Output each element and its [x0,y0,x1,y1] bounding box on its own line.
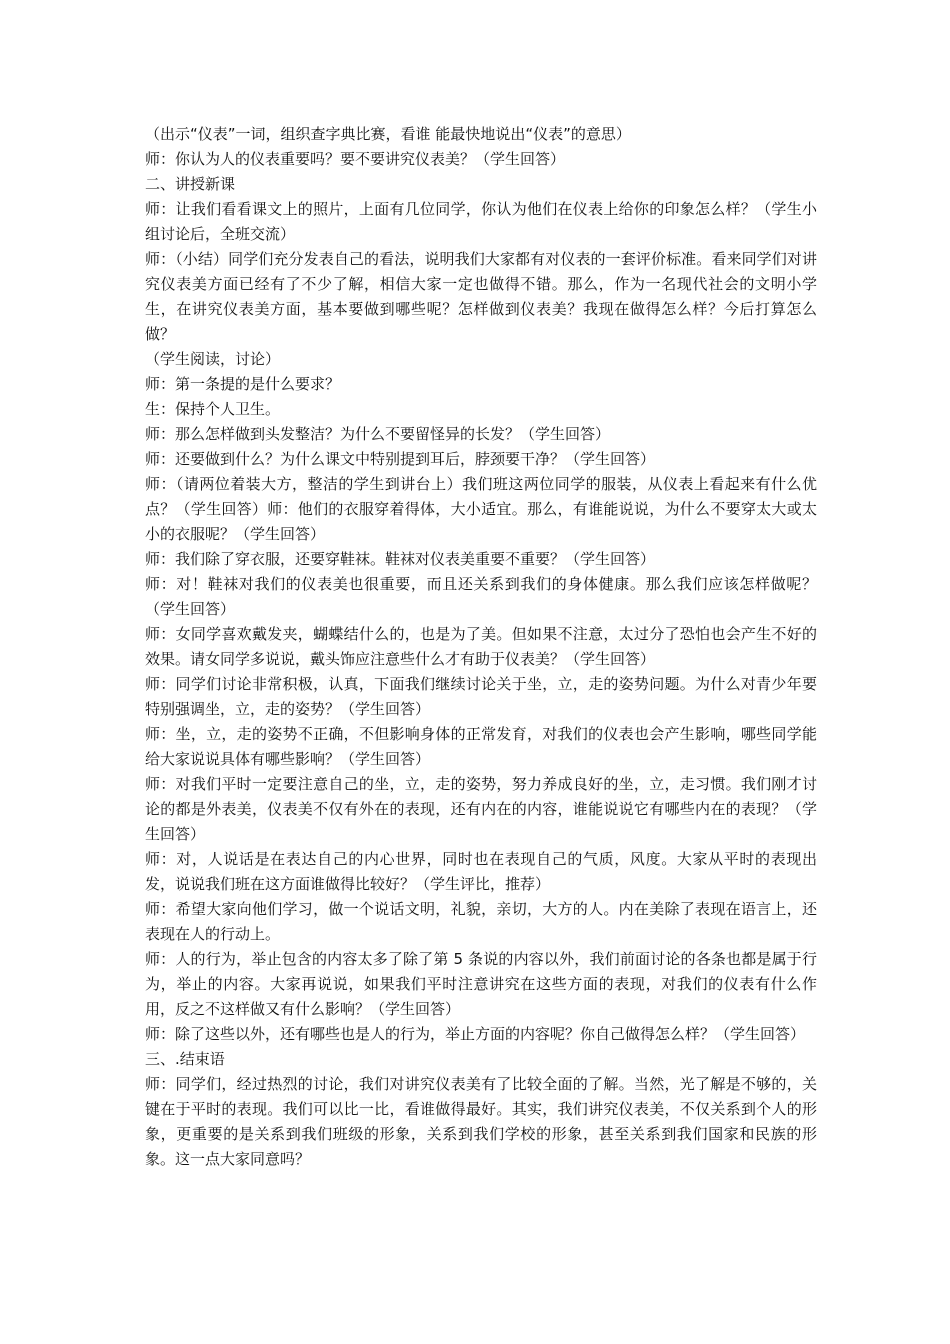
section-heading-conclusion: 三、.结束语 [145,1050,225,1068]
paragraph: 师：让我们看看课文上的照片，上面有几位同学，你认为他们在仪表上给你的印象怎么样？（学生小组讨论后，全班交流） [145,200,817,243]
paragraph: 师：希望大家向他们学习，做一个说话文明，礼貌，亲切，大方的人。内在美除了表现在语言上，还表现在人的行动上。 [145,900,817,943]
paragraph: 师：人的行为，举止包含的内容太多了除了第 5 条说的内容以外，我们前面讨论的各条也都是属于行为，举止的内容。大家再说说，如果我们平时注意讲究在这些方面的表现，对我们的仪表有什么作用，反之不这样做又有什么影响？（学生回答） [145,950,817,1018]
paragraph: 师：对！鞋袜对我们的仪表美也很重要，而且还关系到我们的身体健康。那么我们应该怎样做呢？（学生回答） [145,575,817,618]
paragraph: 师：坐，立，走的姿势不正确，不但影响身体的正常发育，对我们的仪表也会产生影响，哪些同学能给大家说说具体有哪些影响？（学生回答） [145,725,817,768]
paragraph: 师：你认为人的仪表重要吗？要不要讲究仪表美？（学生回答） [145,150,566,168]
paragraph: 师：同学们讨论非常积极，认真，下面我们继续讨论关于坐，立，走的姿势问题。为什么对青少年要特别强调坐，立，走的姿势？（学生回答） [145,675,817,718]
paragraph: 师：除了这些以外，还有哪些也是人的行为，举止方面的内容呢？你自己做得怎么样？（学生回答） [145,1025,806,1043]
paragraph: 师：（小结）同学们充分发表自己的看法，说明我们大家都有对仪表的一套评价标准。看来同学们对讲究仪表美方面已经有了不少了解，相信大家一定也做得不错。那么，作为一名现代社会的文明小学生，在讲究仪表美方面，基本要做到哪些呢？怎样做到仪表美？我现在做得怎么样？今后打算怎么做？ [145,250,817,343]
document-body [145,122,817,1172]
paragraph: 师：（请两位着装大方，整洁的学生到讲台上）我们班这两位同学的服装，从仪表上看起来有什么优点？（学生回答）师：他们的衣服穿着得体，大小适宜。那么，有谁能说说，为什么不要穿太大或太小的衣服呢？（学生回答） [145,475,817,543]
paragraph: 师：还要做到什么？为什么课文中特别提到耳后，脖颈要干净？（学生回答） [145,450,656,468]
paragraph: 师：同学们，经过热烈的讨论，我们对讲究仪表美有了比较全面的了解。当然，光了解是不够的，关键在于平时的表现。我们可以比一比，看谁做得最好。其实，我们讲究仪表美，不仅关系到个人的形象，更重要的是关系到我们班级的形象，关系到我们学校的形象，甚至关系到我们国家和民族的形象。这一点大家同意吗？ [145,1075,817,1168]
paragraph: 师：对，人说话是在表达自己的内心世界，同时也在表现自己的气质，风度。大家从平时的表现出发，说说我们班在这方面谁做得比较好？（学生评比，推荐） [145,850,817,893]
paragraph: 师：我们除了穿衣服，还要穿鞋袜。鞋袜对仪表美重要不重要？（学生回答） [145,550,656,568]
paragraph: 师：那么怎样做到头发整洁？为什么不要留怪异的长发？（学生回答） [145,425,611,443]
paragraph-intro-activity: （出示“仪表”一词，组织查字典比赛，看谁 能最快地说出“仪表”的意思） [145,125,631,143]
paragraph: 师：对我们平时一定要注意自己的坐，立，走的姿势，努力养成良好的坐，立，走习惯。我们刚才讨论的都是外表美，仪表美不仅有外在的表现，还有内在的内容，谁能说说它有哪些内在的表现？（学生回答） [145,775,817,843]
paragraph: 师：女同学喜欢戴发夹，蝴蝶结什么的，也是为了美。但如果不注意，太过分了恐怕也会产生不好的效果。请女同学多说说，戴头饰应注意些什么才有助于仪表美？（学生回答） [145,625,817,668]
paragraph: 师：第一条提的是什么要求？ [145,375,341,393]
paragraph: 生：保持个人卫生。 [145,400,281,418]
paragraph: （学生阅读，讨论） [145,350,281,368]
section-heading-new-lesson: 二、讲授新课 [145,175,236,193]
